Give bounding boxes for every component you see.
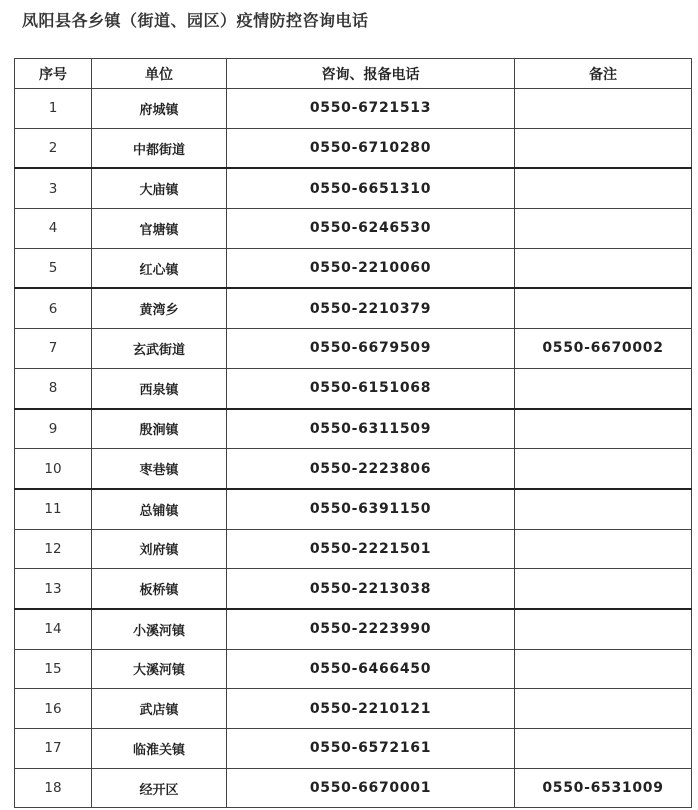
row-unit-cell: 府城镇 — [92, 89, 227, 129]
row-phone-cell: 0550-6246530 — [227, 209, 515, 249]
row-unit-cell: 黄湾乡 — [92, 288, 227, 328]
row-remark-cell — [515, 529, 692, 569]
row-phone-cell: 0550-6311509 — [227, 409, 515, 449]
row-index-cell: 5 — [15, 248, 92, 288]
table-row — [15, 128, 692, 168]
row-index-cell: 18 — [15, 768, 92, 808]
row-remark-cell — [515, 409, 692, 449]
table-row — [15, 689, 692, 729]
row-remark-cell — [515, 248, 692, 288]
row-remark-cell — [515, 649, 692, 689]
row-unit-cell: 玄武街道 — [92, 329, 227, 369]
table-row — [15, 209, 692, 249]
row-phone-cell: 0550-2213038 — [227, 569, 515, 609]
row-index-cell: 15 — [15, 649, 92, 689]
row-index-cell: 14 — [15, 609, 92, 649]
row-unit-cell: 临淮关镇 — [92, 729, 227, 769]
row-index-cell: 3 — [15, 168, 92, 208]
row-index-cell: 8 — [15, 368, 92, 408]
table-header-row — [15, 59, 692, 89]
table-body — [15, 89, 692, 808]
row-phone-cell: 0550-6721513 — [227, 89, 515, 129]
row-index-cell: 2 — [15, 128, 92, 168]
row-remark-cell — [515, 209, 692, 249]
row-phone-cell: 0550-2223990 — [227, 609, 515, 649]
row-index-cell: 7 — [15, 329, 92, 369]
row-index-cell: 9 — [15, 409, 92, 449]
table-row — [15, 168, 692, 208]
row-unit-cell: 武店镇 — [92, 689, 227, 729]
row-index-cell: 13 — [15, 569, 92, 609]
table-row — [15, 489, 692, 529]
row-remark-cell — [515, 168, 692, 208]
row-index-cell: 11 — [15, 489, 92, 529]
row-remark-cell — [515, 449, 692, 489]
table-row — [15, 569, 692, 609]
page-title: 凤阳县各乡镇（街道、园区）疫情防控咨询电话 — [22, 11, 369, 30]
row-remark-cell — [515, 609, 692, 649]
row-unit-cell: 总铺镇 — [92, 489, 227, 529]
row-unit-cell: 枣巷镇 — [92, 449, 227, 489]
table-row — [15, 329, 692, 369]
row-index-cell: 1 — [15, 89, 92, 129]
row-unit-cell: 刘府镇 — [92, 529, 227, 569]
table-row — [15, 409, 692, 449]
row-unit-cell: 官塘镇 — [92, 209, 227, 249]
row-phone-cell: 0550-6710280 — [227, 128, 515, 168]
row-phone-cell: 0550-2221501 — [227, 529, 515, 569]
row-phone-cell: 0550-6391150 — [227, 489, 515, 529]
column-header-remark: 备注 — [515, 59, 692, 89]
table-row — [15, 729, 692, 769]
row-remark-cell — [515, 368, 692, 408]
row-phone-cell: 0550-2210121 — [227, 689, 515, 729]
column-header-phone: 咨询、报备电话 — [227, 59, 515, 89]
phone-table — [14, 58, 692, 808]
row-remark-cell: 0550-6670002 — [515, 329, 692, 369]
row-remark-cell — [515, 569, 692, 609]
table-row — [15, 288, 692, 328]
row-remark-cell — [515, 89, 692, 129]
row-unit-cell: 红心镇 — [92, 248, 227, 288]
row-remark-cell — [515, 288, 692, 328]
row-phone-cell: 0550-2210379 — [227, 288, 515, 328]
row-index-cell: 6 — [15, 288, 92, 328]
row-unit-cell: 殷涧镇 — [92, 409, 227, 449]
table-row — [15, 449, 692, 489]
row-phone-cell: 0550-6679509 — [227, 329, 515, 369]
row-unit-cell: 大溪河镇 — [92, 649, 227, 689]
table-row — [15, 609, 692, 649]
row-phone-cell: 0550-6466450 — [227, 649, 515, 689]
row-phone-cell: 0550-6651310 — [227, 168, 515, 208]
row-remark-cell — [515, 729, 692, 769]
row-unit-cell: 板桥镇 — [92, 569, 227, 609]
row-index-cell: 12 — [15, 529, 92, 569]
table-row — [15, 649, 692, 689]
row-unit-cell: 中都街道 — [92, 128, 227, 168]
column-header-index: 序号 — [15, 59, 92, 89]
row-remark-cell: 0550-6531009 — [515, 768, 692, 808]
table-row — [15, 768, 692, 808]
row-phone-cell: 0550-6670001 — [227, 768, 515, 808]
row-remark-cell — [515, 128, 692, 168]
row-unit-cell: 经开区 — [92, 768, 227, 808]
row-unit-cell: 大庙镇 — [92, 168, 227, 208]
row-phone-cell: 0550-2210060 — [227, 248, 515, 288]
table-row — [15, 89, 692, 129]
row-phone-cell: 0550-6151068 — [227, 368, 515, 408]
row-unit-cell: 西泉镇 — [92, 368, 227, 408]
row-unit-cell: 小溪河镇 — [92, 609, 227, 649]
table-row — [15, 368, 692, 408]
row-remark-cell — [515, 689, 692, 729]
row-index-cell: 4 — [15, 209, 92, 249]
row-phone-cell: 0550-2223806 — [227, 449, 515, 489]
row-phone-cell: 0550-6572161 — [227, 729, 515, 769]
table-row — [15, 529, 692, 569]
row-index-cell: 10 — [15, 449, 92, 489]
column-header-unit: 单位 — [92, 59, 227, 89]
row-remark-cell — [515, 489, 692, 529]
table-row — [15, 248, 692, 288]
row-index-cell: 17 — [15, 729, 92, 769]
row-index-cell: 16 — [15, 689, 92, 729]
